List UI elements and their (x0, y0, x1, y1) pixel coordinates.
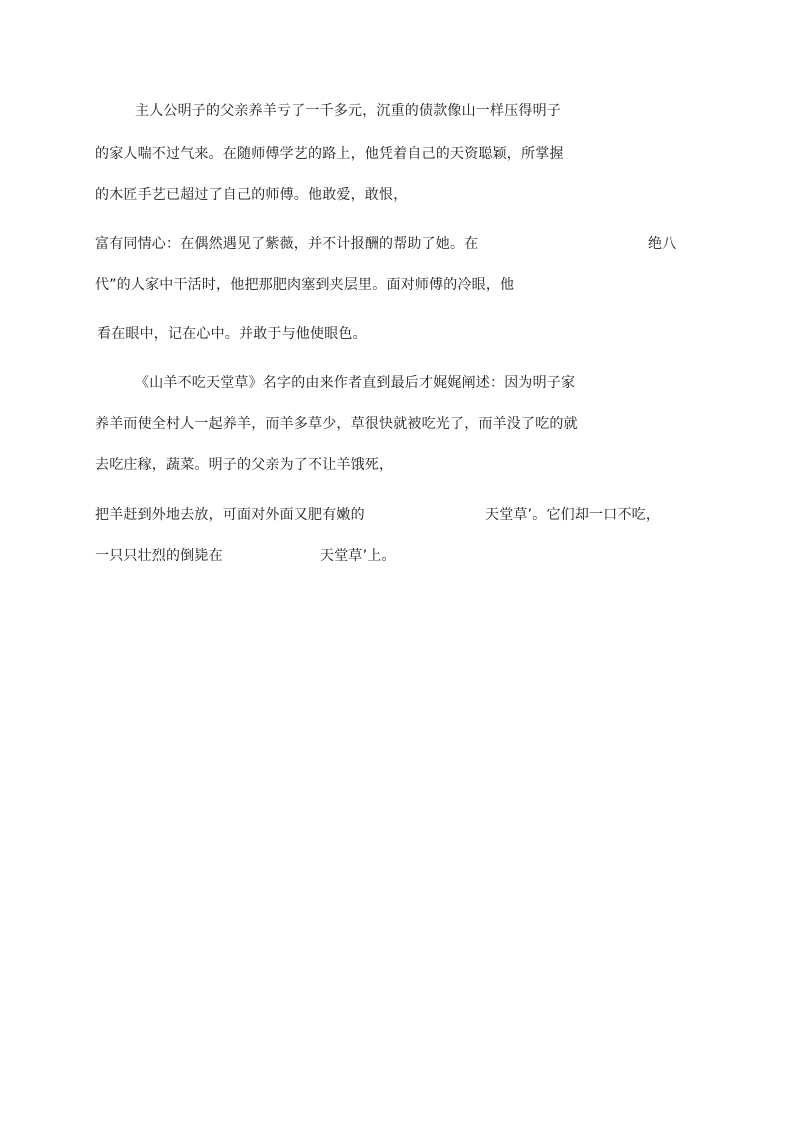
paragraph-1-line-4-left: 富有同情心：在偶然遇见了紫薇，并不计报酬的帮助了她。在 (95, 236, 479, 252)
paragraph-1-line-1: 主人公明子的父亲养羊亏了一千多元，沉重的债款像山一样压得明子 (135, 103, 561, 119)
paragraph-2-line-1: 《山羊不吃天堂草》名字的由来作者直到最后才娓娓阐述：因为明子家 (135, 375, 576, 391)
paragraph-2-line-5-right: 天堂草’上。 (320, 548, 396, 564)
paragraph-1-line-3: 的木匠手艺已超过了自己的师傅。他敢爱，敢恨， (95, 187, 408, 203)
paragraph-2-line-4-right: 天堂草’。它们却一口不吃， (485, 507, 661, 523)
paragraph-2-line-4-left: 把羊赶到外地去放，可面对外面又肥有嫩的 (95, 507, 365, 523)
paragraph-1-line-5: 代”的人家中干活时，他把那肥肉塞到夹层里。面对师傅的冷眼，他 (95, 277, 515, 293)
paragraph-2-line-3: 去吃庄稼，蔬菜。明子的父亲为了不让羊饿死， (95, 457, 394, 473)
paragraph-1-line-2: 的家人喘不过气来。在随师傅学艺的路上，他凭着自己的天资聪颖，所掌握 (95, 146, 564, 162)
paragraph-1-line-4-right: 绝八 (648, 236, 677, 252)
paragraph-1-line-6: 看在眼中，记在心中。并敢于与他使眼色。 (97, 326, 367, 342)
paragraph-2-line-5-left: 一只只壮烈的倒毙在 (95, 548, 223, 564)
paragraph-2-line-2: 养羊而使全村人一起养羊，而羊多草少，草很快就被吃光了，而羊没了吃的就 (95, 416, 578, 432)
